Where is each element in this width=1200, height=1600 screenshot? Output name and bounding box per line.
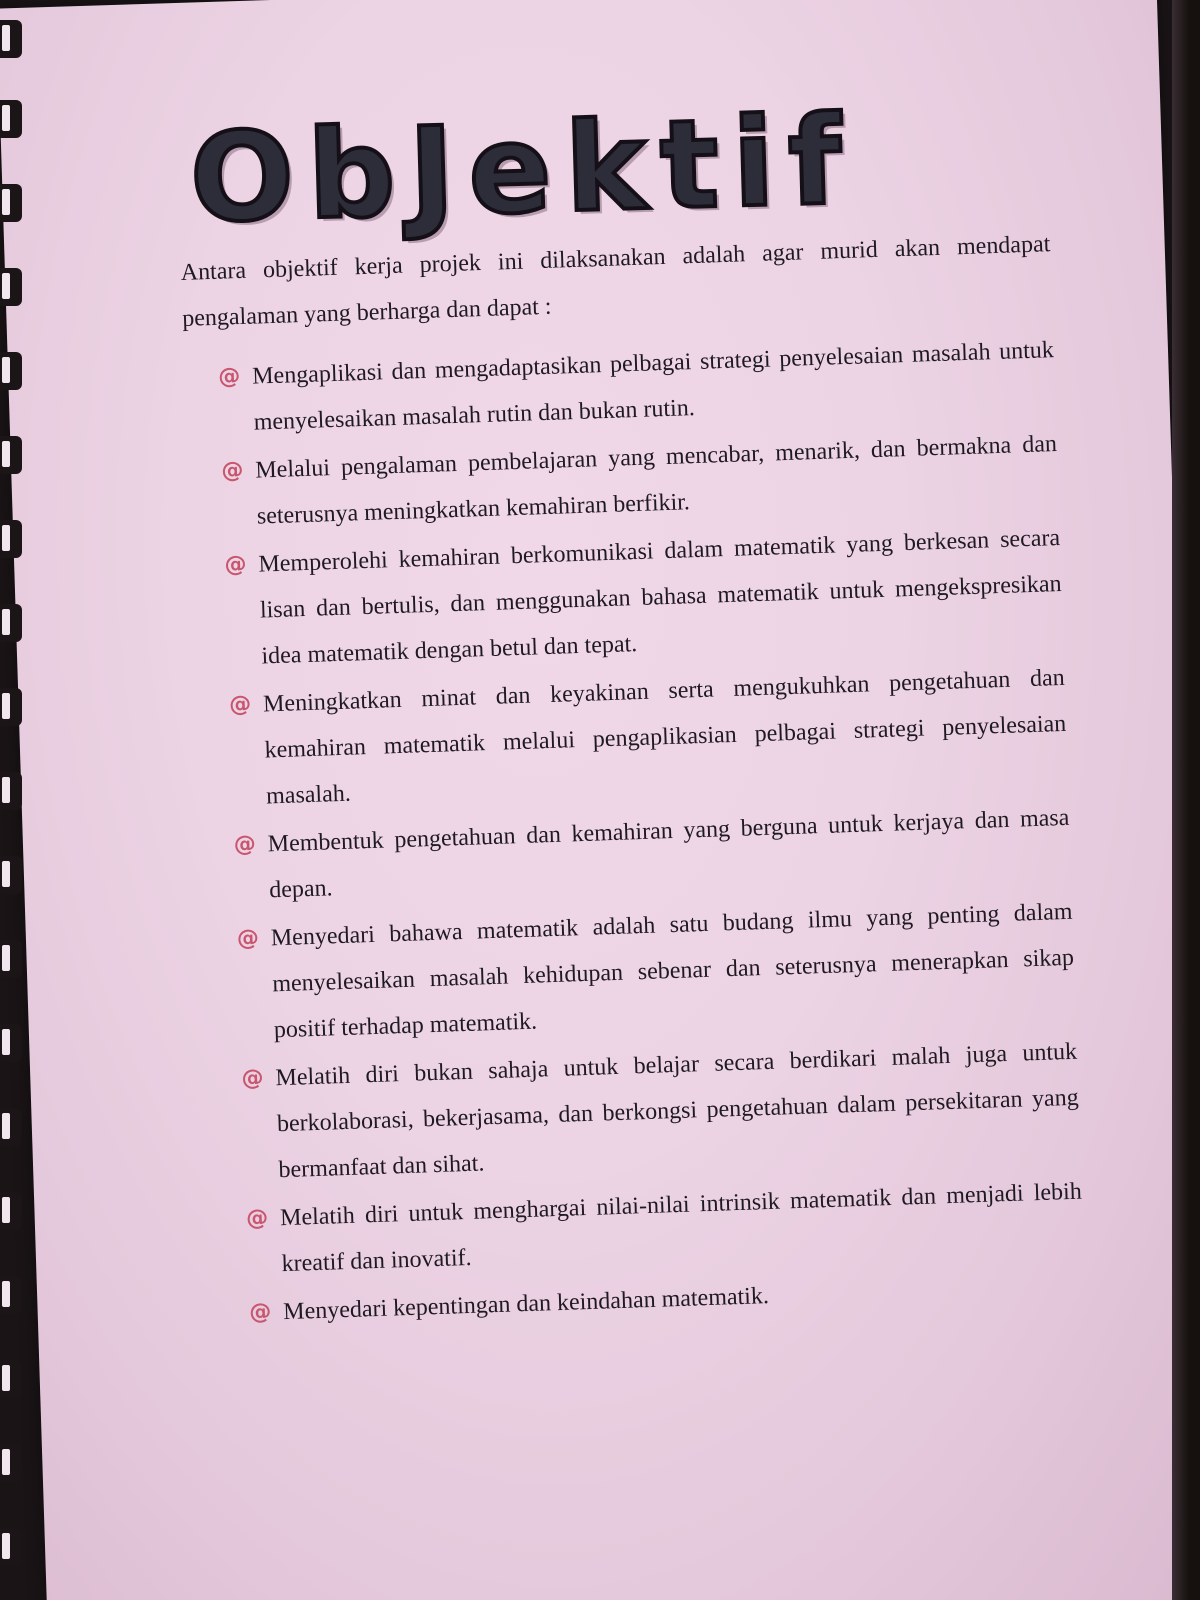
spiral-bullet-icon: @ bbox=[220, 458, 244, 484]
spiral-bullet-icon: @ bbox=[224, 551, 247, 578]
list-item bbox=[228, 655, 1068, 821]
list-item-text: Menyedari kepentingan dan keindahan matematik. bbox=[282, 1283, 770, 1326]
list-item bbox=[236, 889, 1076, 1055]
list-item bbox=[224, 515, 1064, 681]
list-item-text: Menyedari bahawa matematik adalah satu budang ilmu yang penting dalam menyelesaikan masalah kehidupan sebenar dan seterusnya menerapkan sikap positif terhadap matematik. bbox=[270, 898, 1075, 1044]
spiral-bullet-icon: @ bbox=[228, 691, 252, 718]
list-item-text: Memperolehi kemahiran berkomunikasi dalam matematik yang berkesan secara lisan dan bertulis, dan menggunakan bahasa matematik untuk mengekspresikan idea matematik dengan betul dan tepat. bbox=[258, 524, 1062, 670]
binding-hole bbox=[0, 688, 22, 726]
list-item-text: Melalui pengalaman pembelajaran yang mencabar, menarik, dan bermakna dan seterusnya meningkatkan kemahiran berfikir. bbox=[254, 431, 1058, 530]
binding-hole bbox=[0, 1108, 22, 1146]
binding-hole bbox=[0, 436, 22, 474]
page-title: ObJektif bbox=[188, 89, 858, 250]
binding-hole bbox=[0, 856, 22, 894]
spiral-bullet-icon: @ bbox=[236, 925, 260, 952]
spiral-bullet-icon: @ bbox=[233, 831, 257, 858]
objectives-content bbox=[180, 221, 1086, 1339]
list-item-text: Meningkatkan minat dan keyakinan serta mengukuhkan pengetahuan dan kemahiran matematik melalui pengaplikasian pelbagai strategi penyelesaian masalah. bbox=[262, 664, 1067, 810]
binding-hole bbox=[0, 1276, 22, 1314]
list-item-text: Melatih diri bukan sahaja untuk belajar secara berdikari malah juga untuk berkolaborasi, bekerjasama, dan berkongsi pengetahuan dalam persekitaran yang bermanfaat dan sihat. bbox=[275, 1038, 1080, 1184]
binding-hole bbox=[0, 604, 22, 642]
intro-paragraph: Antara objektif kerja projek ini dilaksanakan adalah agar murid akan mendapat pengalaman yang berharga dan dapat : bbox=[180, 231, 1051, 332]
spiral-binding bbox=[0, 0, 30, 1600]
binding-hole bbox=[0, 20, 22, 58]
binding-hole bbox=[0, 184, 22, 222]
spiral-bullet-icon: @ bbox=[241, 1065, 264, 1092]
list-item bbox=[241, 1029, 1081, 1195]
list-item-text: Melatih diri untuk menghargai nilai-nilai intrinsik matematik dan menjadi lebih kreatif dan inovatif. bbox=[279, 1178, 1083, 1278]
binding-hole bbox=[0, 100, 22, 138]
binding-hole bbox=[0, 1360, 22, 1398]
binding-hole bbox=[0, 772, 22, 810]
binding-hole bbox=[0, 268, 22, 306]
list-item-text: Membentuk pengetahuan dan kemahiran yang berguna untuk kerjaya dan masa depan. bbox=[267, 804, 1070, 904]
list-item-text: Mengaplikasi dan mengadaptasikan pelbagai strategi penyelesaian masalah untuk menyelesaikan masalah rutin dan bukan rutin. bbox=[251, 337, 1055, 436]
binding-hole bbox=[0, 940, 22, 978]
spiral-bullet-icon: @ bbox=[245, 1205, 269, 1232]
binding-hole bbox=[0, 1444, 22, 1482]
objectives-list bbox=[184, 327, 1086, 1337]
background-edge bbox=[1172, 0, 1200, 1600]
binding-hole bbox=[0, 520, 22, 558]
binding-hole bbox=[0, 1024, 22, 1062]
spiral-bullet-icon: @ bbox=[217, 364, 241, 390]
spiral-bullet-icon: @ bbox=[248, 1299, 272, 1326]
binding-hole bbox=[0, 1528, 22, 1566]
binding-hole bbox=[0, 1192, 22, 1230]
binding-hole bbox=[0, 352, 22, 390]
